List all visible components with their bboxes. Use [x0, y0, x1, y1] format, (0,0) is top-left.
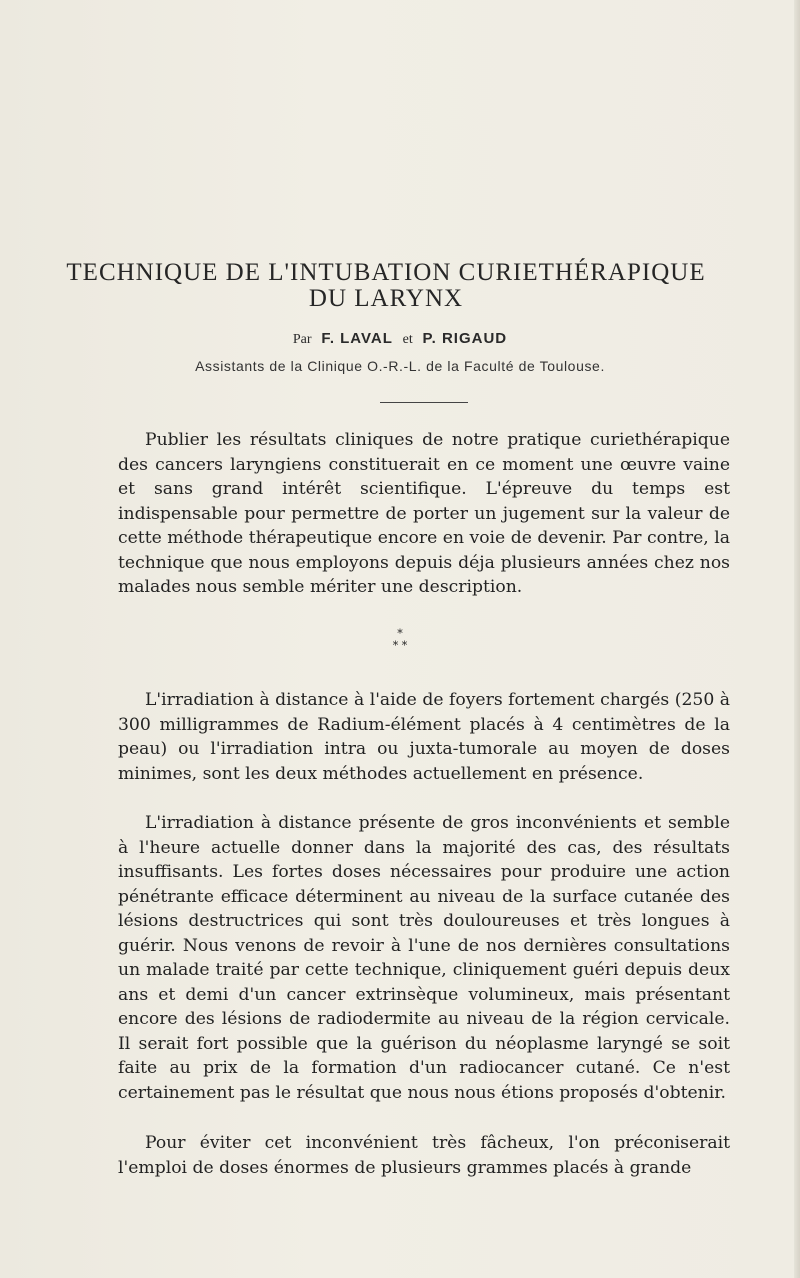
byline-et: et [402, 332, 413, 347]
paragraph-methods [118, 688, 730, 786]
article-title-line2: DU LARYNX [308, 285, 464, 312]
asterism-top: * [397, 627, 403, 640]
paragraph-avoid-inconvenience-text: Pour éviter cet inconvénient très fâcheux, l'on préconiserait l'emploi de doses énormes de plusieurs grammes placés à grande [118, 1133, 730, 1178]
paragraph-avoid-inconvenience [118, 1131, 730, 1180]
byline [0, 330, 800, 348]
paragraph-distance-irradiation [118, 811, 730, 1105]
title-divider [380, 402, 468, 403]
asterism [0, 628, 800, 652]
article-title-line1: TECHNIQUE DE L'INTUBATION CURIETHÉRAPIQUE [66, 259, 706, 286]
affiliation: Assistants de la Clinique O.-R.-L. de la Faculté de Toulouse. [195, 358, 605, 374]
paragraph-methods-text: L'irradiation à distance à l'aide de foyers fortement chargés (250 à 300 milligrammes de Radium-élément placés à 4 centimètres de la peau) ou l'irradiation intra ou juxta-tumorale au moyen de doses minimes, sont les deux méthodes actuellement en présence. [118, 690, 730, 784]
paragraph-distance-irradiation-text: L'irradiation à distance présente de gros inconvénients et semble à l'heure actuelle donner dans la majorité des cas, des résultats insuffisants. Les fortes doses nécessaires pour produire une action pénétrante efficace déterminent au niveau de la surface cutanée des lésions destructrices qui sont très douloureuses et très longues à guérir. Nous venons de revoir à l'une de nos dernières consultations un malade traité par cette technique, cliniquement guéri depuis deux ans et demi d'un cancer extrinsèque volumineux, mais présentant encore des lésions de radiodermite au niveau de la région cervicale. Il serait fort possible que la guérison du néoplasme laryngé se soit faite au prix de la formation d'un radiocancer cutané. Ce n'est certainement pas le résultat que nous nous étions proposés d'obtenir. [118, 813, 730, 1103]
byline-par: Par [292, 332, 312, 347]
paragraph-intro [118, 428, 730, 600]
author-rigaud: P. RIGAUD [422, 330, 508, 347]
author-laval: F. LAVAL [321, 330, 393, 347]
asterism-bottom: * * [392, 639, 408, 652]
paragraph-intro-text: Publier les résultats cliniques de notre pratique curiethérapique des cancers laryngiens constituerait en ce moment une œuvre vaine et sans grand intérêt scientifique. L'épreuve du temps est indispensable pour permettre de porter un jugement sur la valeur de cette méthode thérapeutique encore en voie de devenir. Par contre, la technique que nous employons depuis déja plusieurs années chez nos malades nous semble mériter une description. [118, 430, 730, 597]
